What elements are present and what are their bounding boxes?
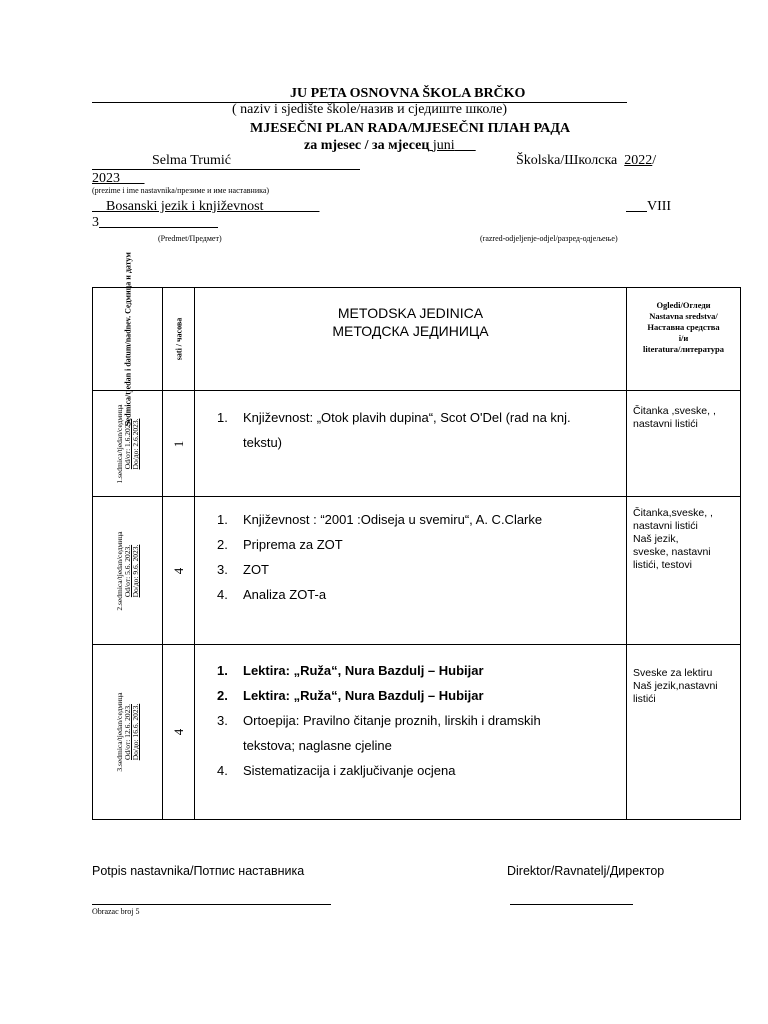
week-dates <box>116 404 140 483</box>
method-item <box>195 658 626 683</box>
method-list <box>195 497 626 607</box>
method-item <box>195 758 626 783</box>
school-year-end-line <box>92 171 145 187</box>
table-row <box>93 645 741 820</box>
teacher-signature-line <box>92 904 331 905</box>
item-number: 1. <box>217 512 228 527</box>
director-signature-line <box>510 904 633 905</box>
resource-line: Sveske za lektiru <box>633 667 713 679</box>
item-number: 1. <box>217 410 228 425</box>
school-name: JU PETA OSNOVNA ŠKOLA BRČKO <box>290 86 526 101</box>
method-item <box>195 507 626 532</box>
hours-value: 4 <box>170 728 186 736</box>
school-year-start: 2022 <box>624 153 653 168</box>
director-label: Direktor/Ravnatelj/Директор <box>507 864 665 878</box>
resources-header-line: Nastavna sredstva/ <box>649 311 718 321</box>
method-item <box>195 557 626 582</box>
method-header-cell <box>195 288 627 391</box>
resource-line: Čitanka ,sveske, , <box>633 405 716 417</box>
week-cell <box>93 391 163 497</box>
week-to: Do/дo: 16.6. 2023. <box>130 703 140 761</box>
item-number: 3. <box>217 713 228 728</box>
hours-value: 1 <box>170 440 186 447</box>
month-line <box>304 138 476 154</box>
plan-title: MJESEČNI PLAN RADA/MJESEČNI ПЛАН РАДА <box>250 121 571 136</box>
resource-line: listići <box>633 693 656 705</box>
table-header-row <box>93 288 741 391</box>
item-text: Sistematizacija i zaključivanje ocjena <box>243 763 456 778</box>
item-text: Lektira: „Ruža“, Nura Bazdulj – Hubijar <box>243 663 484 678</box>
week-header: Sedmica/tjedan i datum/nadnev. Седмица и датум <box>123 252 132 426</box>
week-label: 1.sedmica/tjedan/седмица <box>114 403 124 484</box>
form-number: Obrazac broj 5 <box>92 907 140 916</box>
method-list <box>195 391 626 455</box>
hours-header-cell <box>163 288 195 391</box>
table-row <box>93 497 741 645</box>
hours-cell <box>163 497 195 645</box>
resource-line: listići, testovi <box>633 559 692 571</box>
resources-header-line: i/и <box>678 333 689 343</box>
teacher-caption: (prezime i ime nastavnika/презиме и име наставника) <box>92 186 270 195</box>
school-year-line: Školska/Школска 2022/ <box>516 153 657 168</box>
item-number: 2. <box>217 688 228 703</box>
resources-header-line: Наставна средства <box>647 322 720 332</box>
method-item <box>195 708 626 758</box>
method-cell <box>195 391 627 497</box>
resources-cell <box>627 391 741 497</box>
week-label: 3.sedmica/tjedan/седмица <box>114 692 124 772</box>
table-row <box>93 391 741 497</box>
week-to: Do/дo: 2.6.2023. <box>130 418 140 469</box>
resources-header-line: literatura/литература <box>643 344 724 354</box>
item-text: ZOT <box>243 562 269 577</box>
week-dates <box>116 531 140 610</box>
teacher-name-underline <box>92 169 360 170</box>
method-item <box>195 405 626 455</box>
resources-header-line: Ogledi/Огледи <box>656 300 711 310</box>
resources-header <box>627 288 740 355</box>
method-list <box>195 645 626 783</box>
item-text: Književnost: „Otok plavih dupina“, Scot O'Del (rad na knj. <box>243 410 571 425</box>
item-number: 4. <box>217 587 228 602</box>
item-number: 1. <box>217 663 228 678</box>
method-item <box>195 582 626 607</box>
grade-value: VIII <box>647 199 672 214</box>
grade-line <box>626 199 671 215</box>
week-from: Od/oт: 5.6. 2023. <box>122 544 132 597</box>
resources-list <box>627 497 740 576</box>
item-text-continued: tekstu) <box>243 435 283 450</box>
subject-line <box>92 199 319 215</box>
month-value: juni <box>432 138 455 153</box>
item-number: 2. <box>217 537 228 552</box>
resources-list <box>627 645 740 710</box>
hours-header: sati / часова <box>174 317 183 361</box>
resource-line: Čitanka,sveske, , <box>633 507 713 519</box>
item-text: Ortoepija: Pravilno čitanje proznih, lirskih i dramskih <box>243 713 541 728</box>
resources-cell <box>627 497 741 645</box>
resource-line: Naš jezik,nastavni <box>633 680 718 692</box>
subject-caption: (Predmet/Предмет) <box>158 234 222 243</box>
method-item <box>195 532 626 557</box>
item-text: Književnost : “2001 :Odiseja u svemiru“, A. C.Clarke <box>243 512 543 527</box>
resource-line: nastavni listići <box>633 520 698 532</box>
subject-value: Bosanski jezik i književnost <box>106 199 264 214</box>
week-dates <box>116 692 140 771</box>
resources-header-cell <box>627 288 741 391</box>
week-from: Od/oт: 1.6.2023. <box>122 418 132 469</box>
plan-table <box>92 252 741 820</box>
resource-line: sveske, nastavni <box>633 546 711 558</box>
teacher-name: Selma Trumić <box>152 153 231 168</box>
method-item <box>195 683 626 708</box>
section-value: 3 <box>92 215 99 230</box>
section-line <box>92 215 218 231</box>
school-year-end: 2023 <box>92 171 120 186</box>
resource-line: nastavni listići <box>633 418 698 430</box>
month-label: za mjesec / за мјесец <box>304 138 430 153</box>
resources-cell <box>627 645 741 820</box>
hours-cell <box>163 391 195 497</box>
item-text-continued: tekstova; naglasne cjeline <box>243 738 392 753</box>
grade-caption: (razred-odjeljenje-odjel/разред-одјељење) <box>480 234 618 243</box>
method-header-latin: METODSKA JEDINICA <box>337 305 484 321</box>
week-from: Od/oт: 12.6. 2023. <box>122 704 132 761</box>
hours-value: 4 <box>170 567 186 574</box>
item-text: Lektira: „Ruža“, Nura Bazdulj – Hubijar <box>243 688 484 703</box>
week-to: Do/дo: 9.6. 2023. <box>130 544 140 597</box>
school-caption: ( naziv i sjedište škole/назив и сједиште школе) <box>232 102 508 117</box>
week-cell <box>93 645 163 820</box>
week-header-cell <box>93 252 163 426</box>
teacher-signature-label: Potpis nastavnika/Потпис наставника <box>92 864 305 878</box>
week-label: 2.sedmica/tjedan/седмица <box>114 530 124 611</box>
item-text: Priprema za ZOT <box>243 537 343 552</box>
hours-cell <box>163 645 195 820</box>
method-header-cyrillic: МЕТОДСКА ЈЕДИНИЦА <box>332 323 489 339</box>
item-number: 4. <box>217 763 228 778</box>
item-number: 3. <box>217 562 228 577</box>
method-cell <box>195 497 627 645</box>
week-cell <box>93 497 163 645</box>
resources-list <box>627 391 740 435</box>
school-year-label: Školska/Школска <box>516 153 618 168</box>
item-text: Analiza ZOT-a <box>243 587 327 602</box>
method-header <box>195 288 626 340</box>
resource-line: Naš jezik, <box>633 533 679 545</box>
method-cell <box>195 645 627 820</box>
